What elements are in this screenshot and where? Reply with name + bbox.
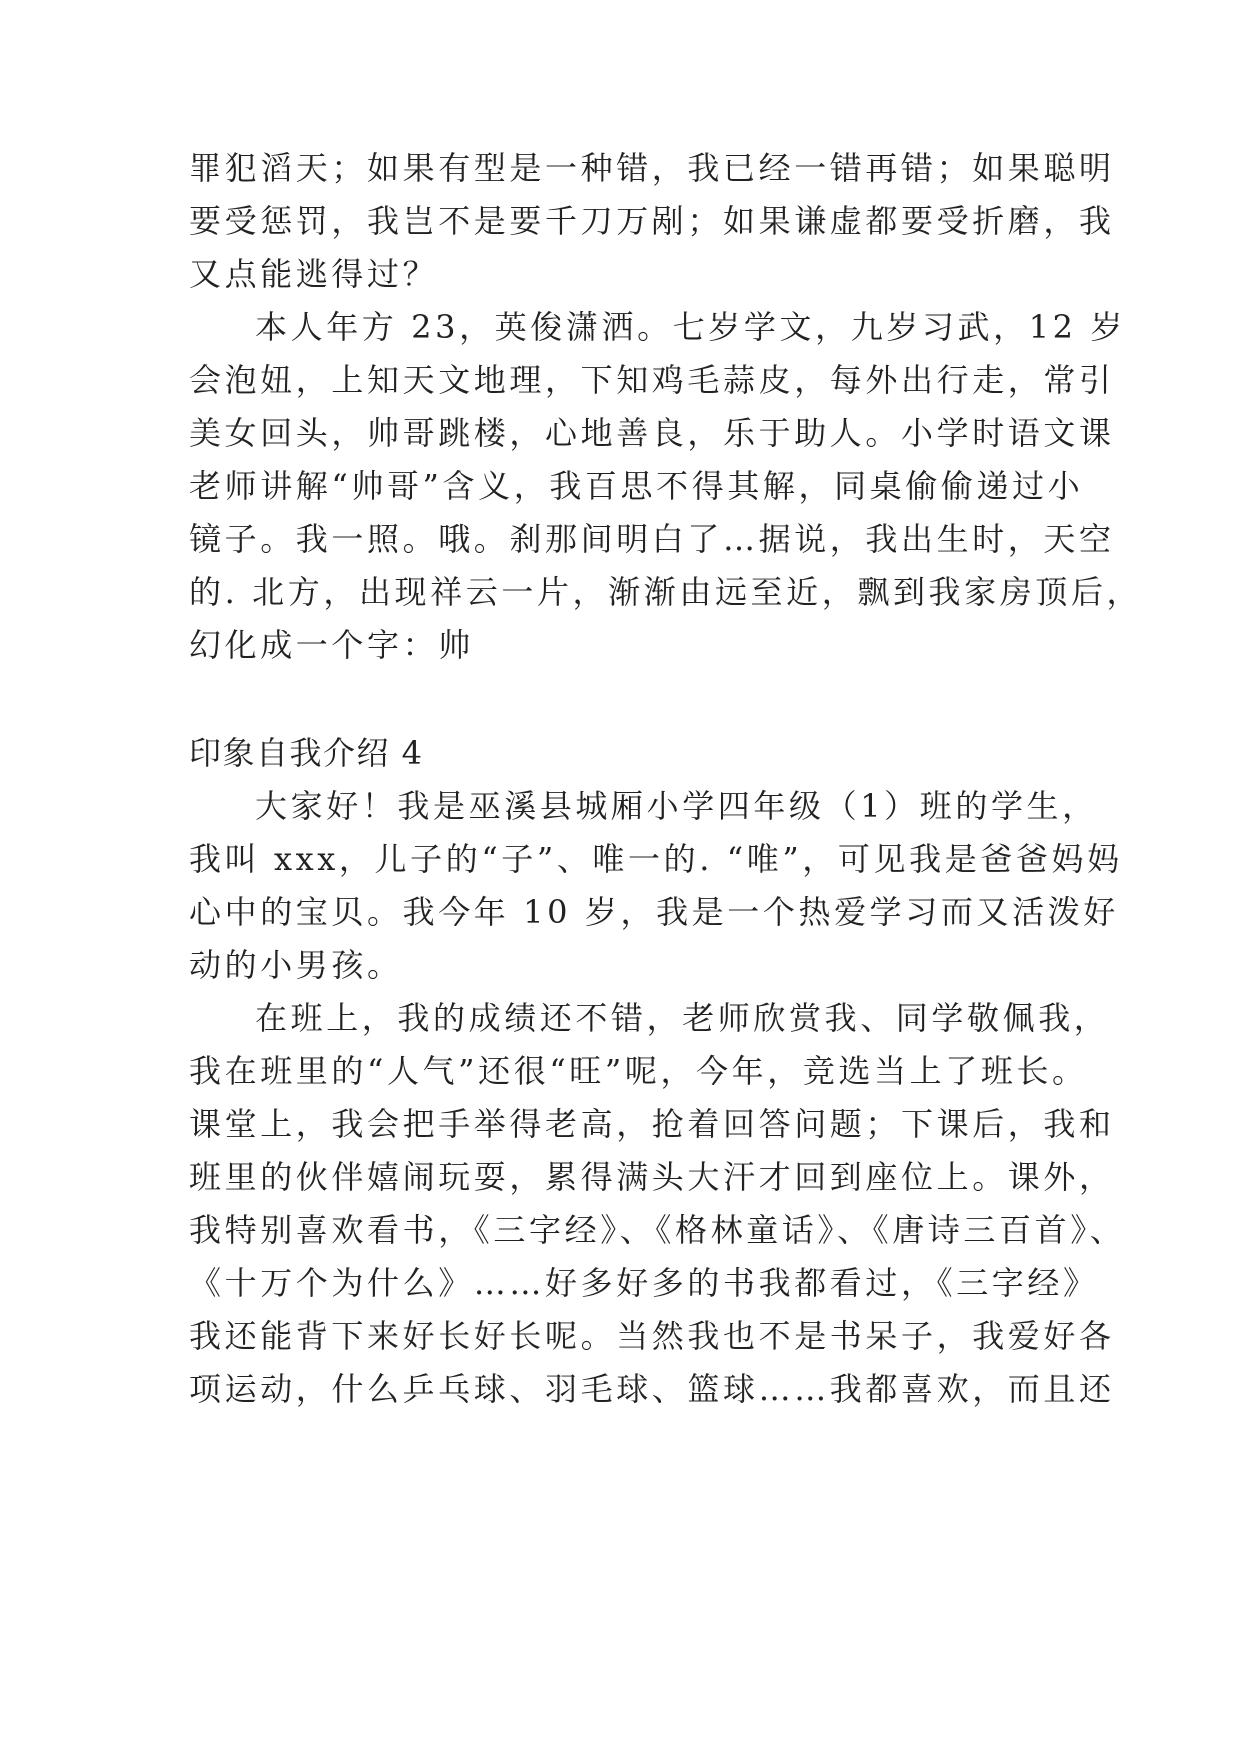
paragraph-line: 《十万个为什么》……好多好多的书我都看过，《三字经》 [189,1264,1099,1302]
paragraph-line: 又点能逃得过？ [189,255,439,293]
paragraph-line: 罪犯滔天；如果有型是一种错，我已经一错再错；如果聪明 [189,149,1115,187]
paragraph-line: 要受惩罚，我岂不是要千刀万剐；如果谦虚都要受折磨，我 [189,202,1115,240]
paragraph-line: 动的小男孩。 [189,946,403,984]
paragraph-line: 幻化成一个字：帅 [189,626,474,664]
section-heading: 印象自我介绍 4 [189,734,424,772]
paragraph-line: 我还能背下来好长好长呢。当然我也不是书呆子，我爱好各 [189,1317,1115,1355]
paragraph-line: 老师讲解“帅哥”含义，我百思不得其解，同桌偷偷递过小 [189,467,1084,505]
paragraph-line: 项运动，什么乒乓球、羽毛球、篮球……我都喜欢，而且还 [189,1370,1115,1408]
paragraph-line: 我特别喜欢看书，《三字经》、《格林童话》、《唐诗三百首》、 [189,1211,1126,1249]
paragraph-line: 我在班里的“人气”还很“旺”呢，今年，竞选当上了班长。 [189,1052,1088,1090]
paragraph-line: 课堂上，我会把手举得老高，抢着回答问题；下课后，我和 [189,1105,1115,1143]
paragraph-line: 我叫 xxx，儿子的“子”、唯一的. “唯”，可见我是爸爸妈妈 [189,840,1123,878]
paragraph-line: 的. 北方，出现祥云一片，渐渐由远至近，飘到我家房顶后， [189,573,1143,611]
paragraph-line: 在班上，我的成绩还不错，老师欣赏我、同学敬佩我， [255,999,1110,1037]
paragraph-line: 心中的宝贝。我今年 10 岁，我是一个热爱学习而又活泼好 [189,893,1119,931]
paragraph-line: 镜子。我一照。哦。刹那间明白了…据说，我出生时，天空 [189,520,1115,558]
paragraph-line: 会泡妞，上知天文地理，下知鸡毛蒜皮，每外出行走，常引 [189,361,1115,399]
paragraph-line: 班里的伙伴嬉闹玩耍，累得满头大汗才回到座位上。课外， [189,1158,1115,1196]
paragraph-line: 美女回头，帅哥跳楼，心地善良，乐于助人。小学时语文课 [189,414,1115,452]
paragraph-line: 本人年方 23，英俊潇洒。七岁学文，九岁习武，12 岁 [255,308,1126,346]
paragraph-line: 大家好！我是巫溪县城厢小学四年级（1）班的学生， [255,787,1098,825]
